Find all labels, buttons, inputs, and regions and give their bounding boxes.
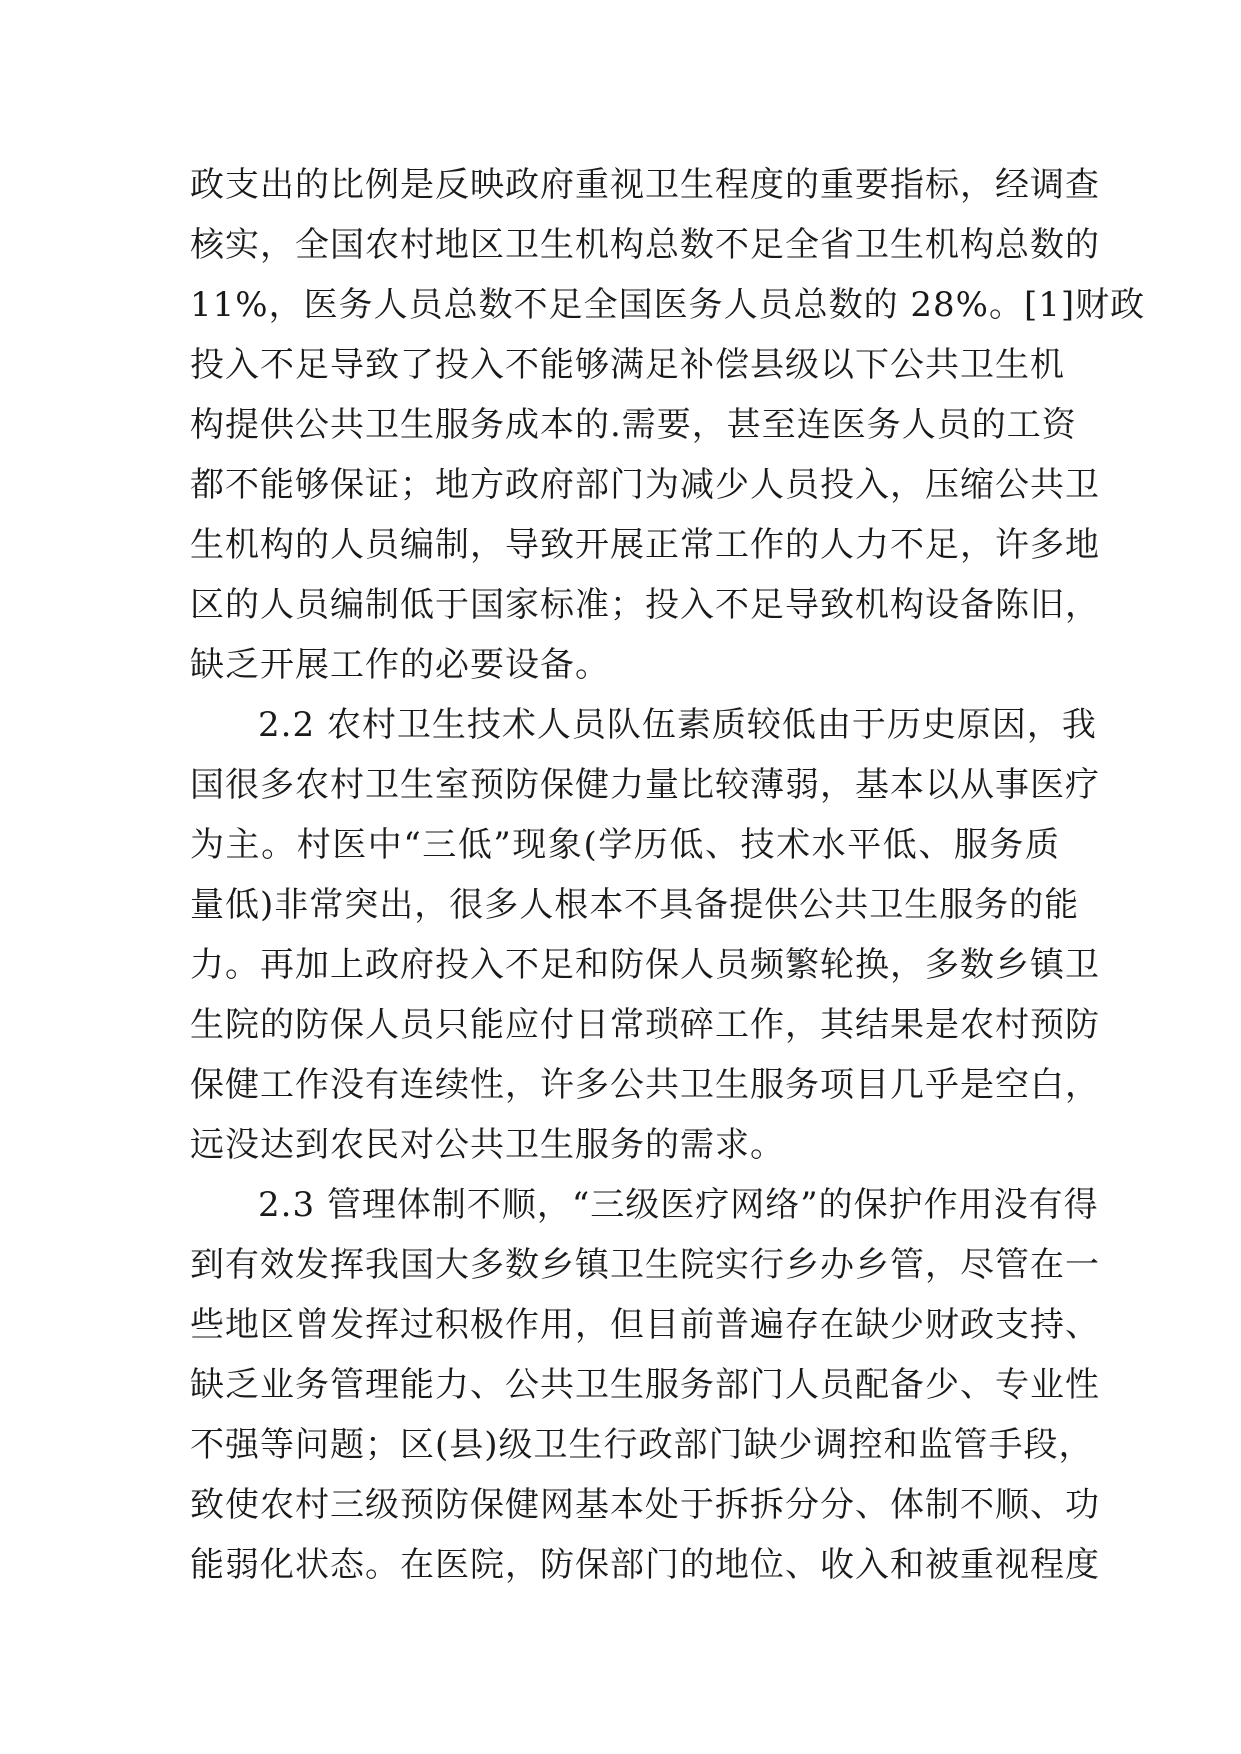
text-line: 缺乏业务管理能力、公共卫生服务部门人员配备少、专业性 [190,1365,1100,1405]
section-heading-line: 2.3 管理体制不顺，“三级医疗网络”的保护作用没有得 [258,1185,1099,1225]
section-heading-line: 2.2 农村卫生技术人员队伍素质较低由于历史原因，我 [258,705,1097,745]
text-line: 些地区曾发挥过积极作用，但目前普遍存在缺少财政支持、 [190,1305,1100,1345]
text-line: 不强等问题；区(县)级卫生行政部门缺少调控和监管手段， [190,1425,1094,1465]
text-line: 构提供公共卫生服务成本的.需要，甚至连医务人员的工资 [190,405,1077,445]
text-line: 致使农村三级预防保健网基本处于拆拆分分、体制不顺、功 [190,1485,1100,1525]
text-line: 远没达到农民对公共卫生服务的需求。 [190,1125,785,1165]
text-line: 保健工作没有连续性，许多公共卫生服务项目几乎是空白， [190,1065,1100,1105]
text-line: 能弱化状态。在医院，防保部门的地位、收入和被重视程度 [190,1545,1100,1585]
text-line: 为主。村医中“三低”现象(学历低、技术水平低、服务质 [190,825,1060,865]
text-line: 生院的防保人员只能应付日常琐碎工作，其结果是农村预防 [190,1005,1100,1045]
text-line: 区的人员编制低于国家标准；投入不足导致机构设备陈旧， [190,585,1100,625]
text-line: 11%，医务人员总数不足全国医务人员总数的 28%。[1]财政 [190,285,1146,325]
body-text [190,155,1146,1595]
text-line: 核实，全国农村地区卫生机构总数不足全省卫生机构总数的 [190,225,1100,265]
text-line: 力。再加上政府投入不足和防保人员频繁轮换，多数乡镇卫 [190,945,1100,985]
text-line: 投入不足导致了投入不能够满足补偿县级以下公共卫生机 [190,345,1065,385]
text-line: 量低)非常突出，很多人根本不具备提供公共卫生服务的能 [190,885,1080,925]
text-line: 国很多农村卫生室预防保健力量比较薄弱，基本以从事医疗 [190,765,1100,805]
text-line: 到有效发挥我国大多数乡镇卫生院实行乡办乡管，尽管在一 [190,1245,1100,1285]
text-line: 生机构的人员编制，导致开展正常工作的人力不足，许多地 [190,525,1100,565]
text-line: 都不能够保证；地方政府部门为减少人员投入，压缩公共卫 [190,465,1100,505]
text-line: 缺乏开展工作的必要设备。 [190,645,610,685]
text-line: 政支出的比例是反映政府重视卫生程度的重要指标，经调查 [190,165,1100,205]
